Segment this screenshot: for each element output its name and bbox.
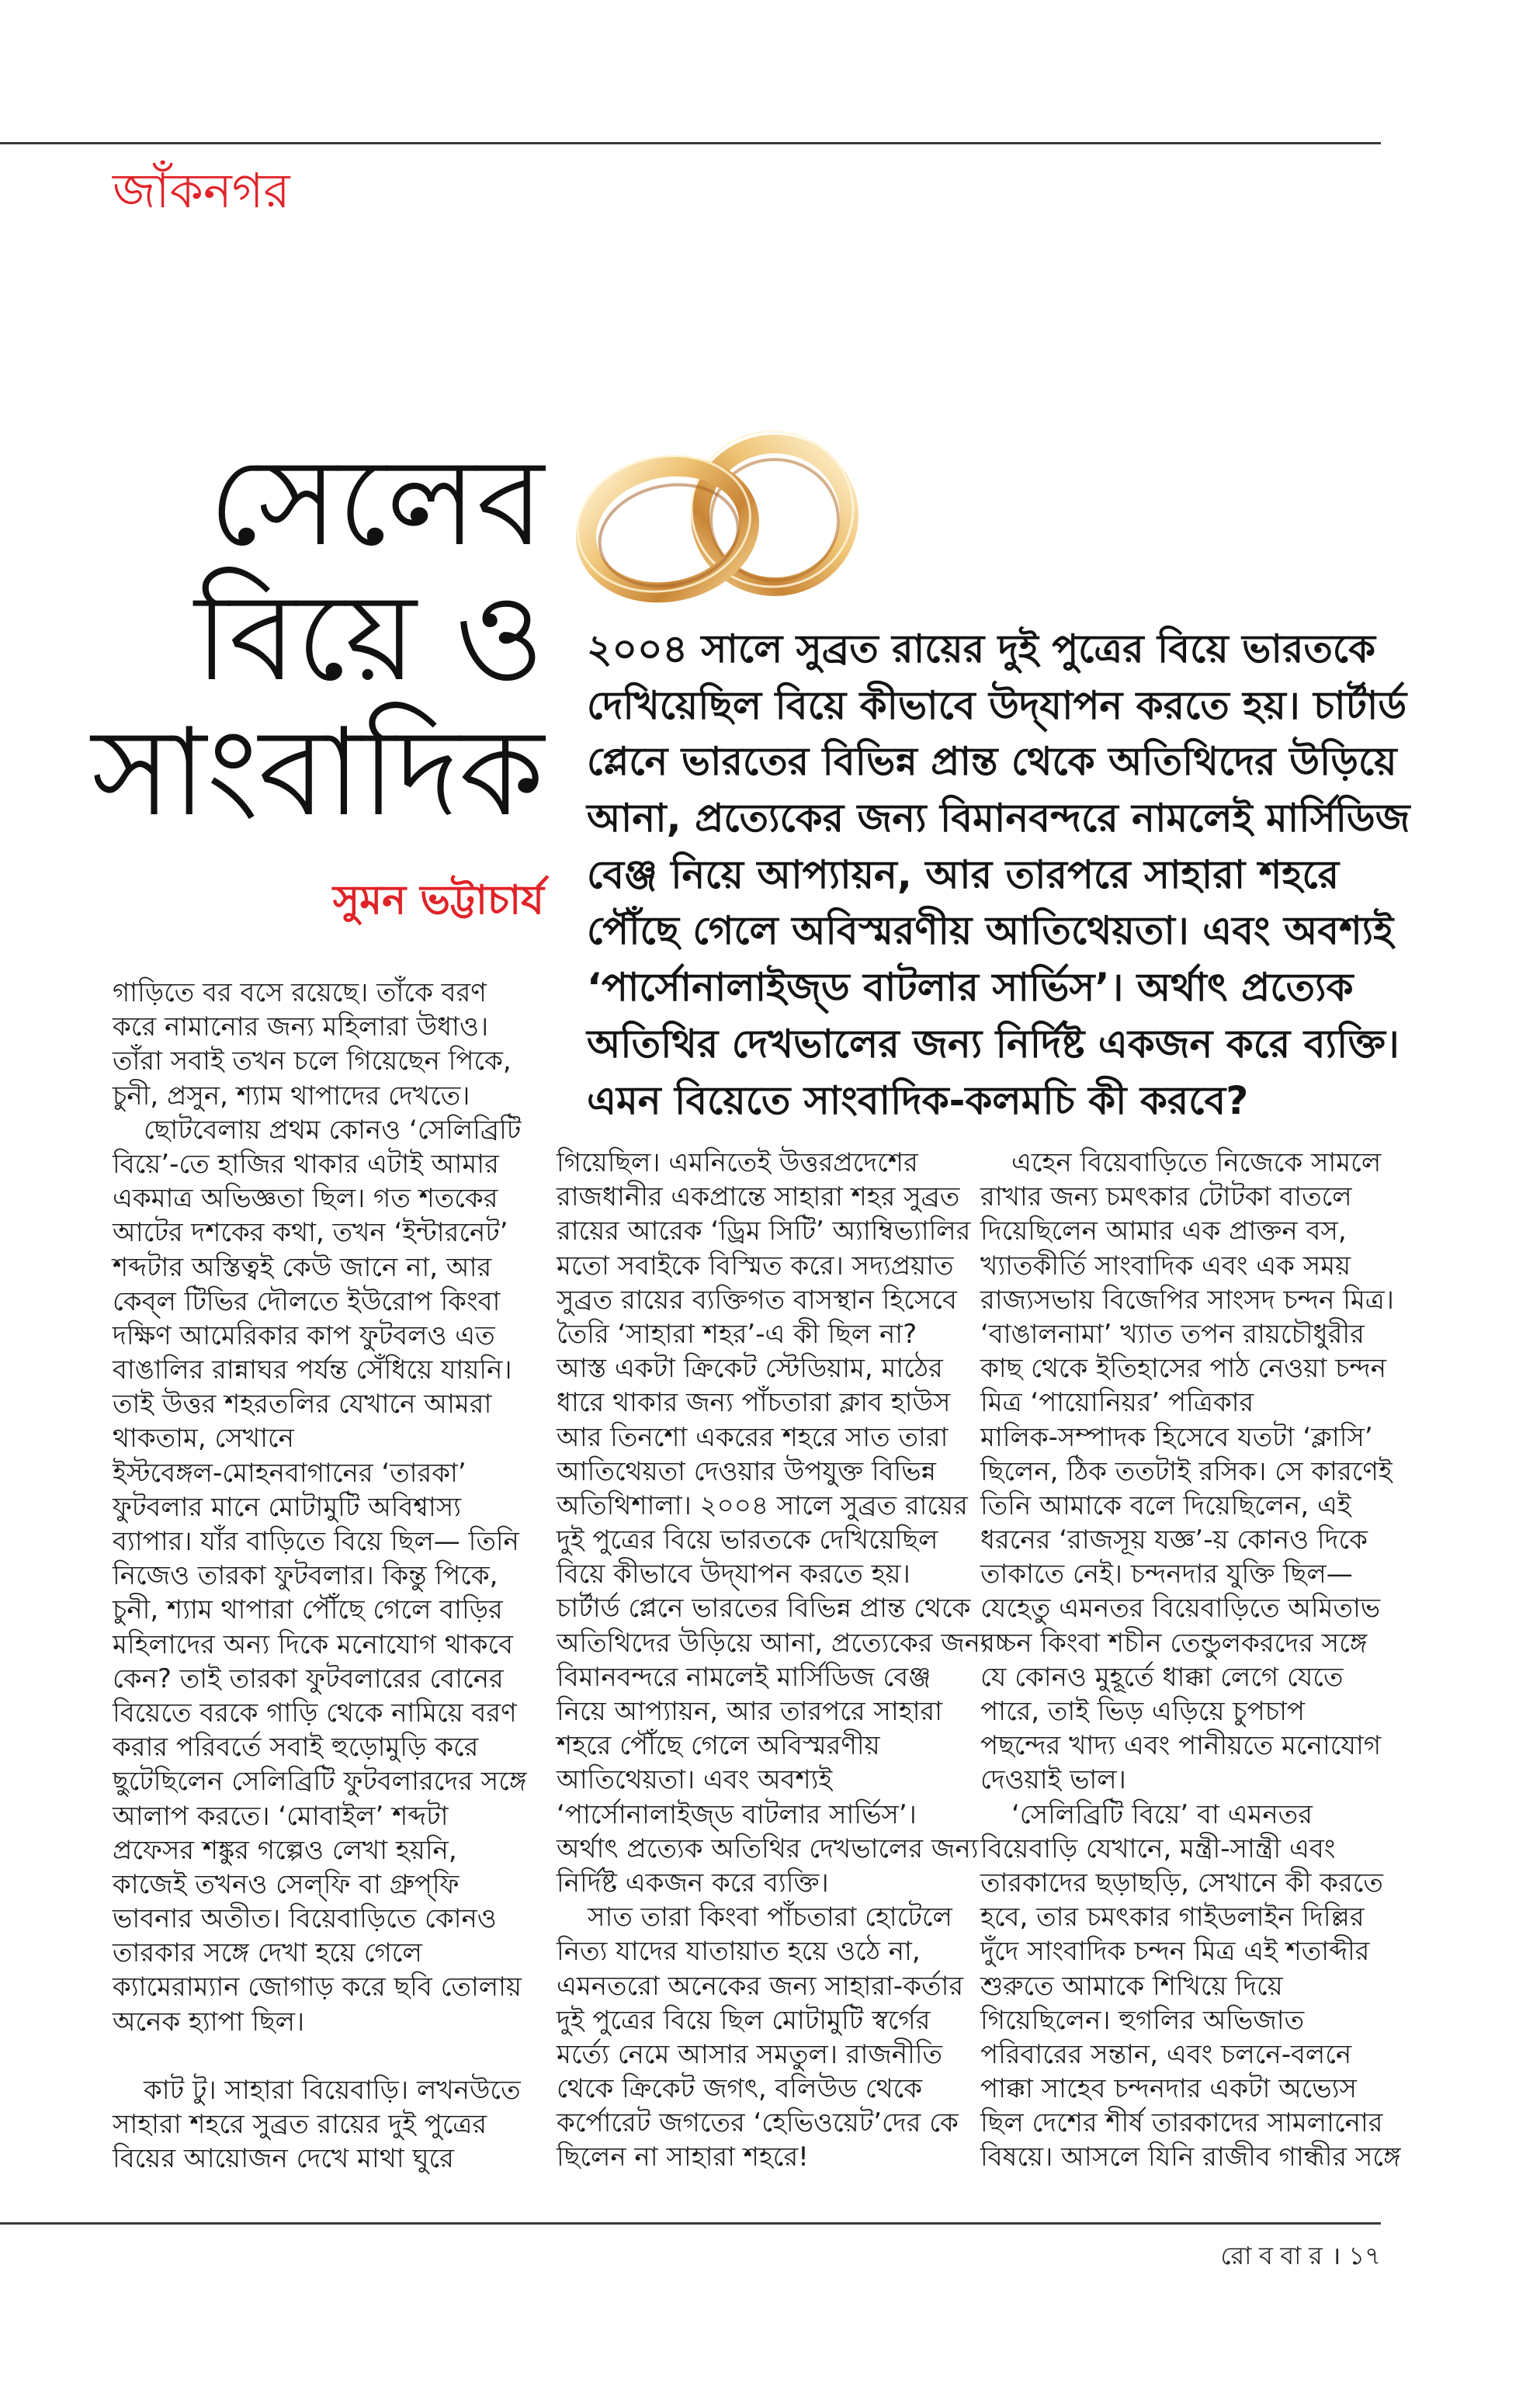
text-line: এমন বিয়েতে সাংবাদিক-কলমচি কী করবে? (587, 1077, 1249, 1123)
text-line: প্লেনে ভারতের বিভিন্ন প্রান্ত থেকে অতিথিদের উড়িয়ে (587, 739, 1397, 785)
footer-separator: । (1331, 2241, 1341, 2270)
text-line: দক্ষিণ আমেরিকার কাপ ফুটবলও এত (113, 1320, 495, 1351)
text-line: সুব্রত রায়ের ব্যক্তিগত বাসস্থান হিসেবে (557, 1284, 957, 1316)
text-line: ছিলেন, ঠিক ততটাই রসিক। সে কারণেই (980, 1455, 1393, 1487)
text-line: কেন? তাই তারকা ফুটবলারের বোনের (113, 1663, 504, 1694)
text-line: পাক্কা সাহেব চন্দনদার একটা অভ্যেস (980, 2073, 1357, 2105)
text-line: এহেন বিয়েবাড়িতে নিজেকে সামলে (1011, 1147, 1382, 1178)
text-line: পৌঁছে গেলে অবিস্মরণীয় আতিথেয়তা। এবং অবশ্যই (587, 908, 1394, 954)
text-line: এমনতরো অনেকের জন্য সাহারা-কর্তার (557, 1970, 964, 2002)
headline-line: বিয়ে ও (194, 567, 544, 708)
text-line: ‘পার্সোনালাইজ্‌ড বাটলার সার্ভিস’। (557, 1798, 917, 1830)
text-line: গাড়িতে বর বসে রয়েছে। তাঁকে বরণ (113, 977, 487, 1008)
paragraph (980, 1798, 1401, 2175)
text-line: কর্পোরেট জগতের ‘হেভিওয়েট’দের কে (557, 2107, 959, 2139)
paragraph (113, 2073, 521, 2176)
text-line: আলাপ করতে। ‘মোবাইল’ শব্দটা (113, 1800, 449, 1832)
text-line: ছোটবেলায় প্রথম কোনও ‘সেলিব্রিটি (144, 1114, 522, 1146)
footer (1221, 2237, 1382, 2274)
text-line: বেঞ্জ নিয়ে আপ্যায়ন, আর তারপরে সাহারা শহরে (587, 851, 1340, 897)
paragraph (113, 1113, 527, 2039)
text-line: নিজেও তারকা ফুটবলার। কিন্তু পিকে, (113, 1560, 498, 1592)
text-line: চুনী, শ্যাম থাপারা পৌঁছে গেলে বাড়ির (113, 1594, 503, 1626)
text-line: খ্যাতকীর্তি সাংবাদিক এবং এক সময় (980, 1250, 1351, 1281)
text-line: পরিবারের সন্তান, এবং চলনে-বলনে (980, 2038, 1352, 2070)
text-line: রাখার জন্য চমৎকার টোটকা বাতলে (980, 1181, 1352, 1213)
text-line: দুই পুত্রের বিয়ে ছিল মোটামুটি স্বর্গের (557, 2004, 931, 2036)
text-line: ‘বাঙালনামা’ খ্যাত তপন রায়চৌধুরীর (980, 1318, 1365, 1350)
text-line: ২০০৪ সালে সুব্রত রায়ের দুই পুত্রের বিয়ে ভারতকে (587, 626, 1375, 671)
text-line: মালিক-সম্পাদক হিসেবে যতটা ‘ক্লাসি’ (980, 1421, 1373, 1453)
text-line: অতিথিশালা। ২০০৪ সালে সুব্রত রায়ের (557, 1490, 968, 1521)
text-line: তারকার সঙ্গে দেখা হয়ে গেলে (113, 1937, 422, 1969)
text-line: ছিলেন না সাহারা শহরে! (557, 2142, 809, 2173)
text-line: পারে, তাই ভিড় এড়িয়ে চুপচাপ (980, 1696, 1306, 1727)
text-line: তৈরি ‘সাহারা শহর’-এ কী ছিল না? (557, 1318, 917, 1350)
text-line: বিমানবন্দরে নামলেই মার্সিডিজ বেঞ্জ (557, 1661, 931, 1693)
footer-magazine-name: রোববার (1220, 2241, 1330, 2270)
paragraph (557, 1900, 964, 2175)
text-line: শহরে পৌঁছে গেলে অবিস্মরণীয় (557, 1730, 880, 1762)
text-line: ফুটবলার মানে মোটামুটি অবিশ্বাস্য (113, 1491, 462, 1523)
text-line: পছন্দের খাদ্য এবং পানীয়তে মনোযোগ (980, 1730, 1382, 1762)
text-line: যে কোনও মুহূর্তে ধাক্কা লেগে যেতে (980, 1661, 1344, 1693)
text-line: নিত্য যাদের যাতায়াত হয়ে ওঠে না, (557, 1936, 921, 1968)
text-line: অনেক হ্যাপা ছিল। (113, 2006, 305, 2038)
text-line: অর্থাৎ প্রত্যেক অতিথির দেখভালের জন্য (557, 1833, 979, 1864)
text-line: গিয়েছিলেন। হুগলির অভিজাত (980, 2004, 1305, 2036)
text-line: সাত তারা কিংবা পাঁচতারা হোটেলে (588, 1902, 952, 1933)
text-line: বিয়ে’-তে হাজির থাকার এটাই আমার (113, 1148, 499, 1180)
text-line: তাকাতে নেই। চন্দনদার যুক্তি ছিল— (980, 1559, 1353, 1590)
body-column-1 (113, 976, 527, 2176)
text-line: চার্টার্ড প্লেনে ভারতের বিভিন্ন প্রান্ত থেকে (557, 1593, 971, 1625)
bottom-rule (0, 2222, 1381, 2225)
text-line: ছুটেছিলেন সেলিব্রিটি ফুটবলারদের সঙ্গে (113, 1766, 527, 1798)
text-line: ভাবনার অতীত। বিয়েবাড়িতে কোনও (113, 1903, 497, 1935)
text-line: আর তিনশো একরের শহরে সাত তারা (557, 1421, 949, 1453)
text-line: রাজধানীর একপ্রান্তে সাহারা শহর সুব্রত (557, 1181, 960, 1213)
text-line: দেওয়াই ভাল। (980, 1764, 1126, 1796)
text-line: থাকতাম, সেখানে (113, 1423, 294, 1455)
text-line: করার পরিবর্তে সবাই হুড়োমুড়ি করে (113, 1732, 479, 1764)
paragraph (557, 1146, 988, 1900)
top-rule (0, 142, 1381, 144)
text-line: ইস্টবেঙ্গল-মোহনবাগানের ‘তারকা’ (113, 1457, 467, 1489)
text-line: বিয়ের আয়োজন দেখে মাথা ঘুরে (113, 2143, 454, 2175)
text-line: নিয়ে আপ্যায়ন, আর তারপরে সাহারা (557, 1696, 943, 1727)
headline-line: সেলেব (208, 432, 544, 573)
text-line: বচ্চন কিংবা শচীন তেন্ডুলকরদের সঙ্গে (980, 1627, 1368, 1659)
text-line: নির্দিষ্ট একজন করে ব্যক্তি। (557, 1867, 829, 1899)
text-line: বিষয়ে। আসলে যিনি রাজীব গান্ধীর সঙ্গে (980, 2142, 1401, 2173)
body-column-2 (557, 1146, 988, 2175)
text-line: চুনী, প্রসুন, শ্যাম থাপাদের দেখতে। (113, 1080, 470, 1112)
text-line: রাজ্যসভায় বিজেপির সাংসদ চন্দন মিত্র। (980, 1284, 1394, 1316)
text-line: ‘পার্সোনালাইজ্‌ড বাটলার সার্ভিস’। অর্থাৎ প্রত্যেক (587, 965, 1354, 1011)
text-line: তিনি আমাকে বলে দিয়েছিলেন, এই (980, 1490, 1351, 1521)
text-line: অতিথিদের উড়িয়ে আনা, প্রত্যেকের জন্য (557, 1627, 988, 1659)
text-line: মতো সবাইকে বিস্মিত করে। সদ্যপ্রয়াত (557, 1250, 954, 1281)
text-line: দুঁদে সাংবাদিক চন্দন মিত্র এই শতাব্দীর (980, 1936, 1370, 1968)
text-line: যেহেতু এমনতর বিয়েবাড়িতে অমিতাভ (980, 1593, 1381, 1625)
text-line: মর্ত্যে নেমে আসার সমতুল। রাজনীতি (557, 2038, 943, 2070)
text-line: আতিথেয়তা দেওয়ার উপযুক্ত বিভিন্ন (557, 1455, 936, 1487)
intro-standfirst (587, 621, 1410, 1129)
text-line: তাই উত্তর শহরতলির যেখানে আমরা (113, 1389, 492, 1420)
author-byline: সুমন ভট্টাচার্য (332, 877, 544, 924)
text-line: অতিথির দেখভালের জন্য নির্দিষ্ট একজন করে ব্যক্তি। (587, 1021, 1400, 1066)
text-line: বাঙালির রান্নাঘর পর্যন্ত সেঁধিয়ে যায়নি। (113, 1354, 512, 1386)
text-line: বিয়েবাড়ি যেখানে, মন্ত্রী-সান্ত্রী এবং (980, 1833, 1336, 1864)
text-line: প্রফেসর শঙ্কুর গল্পেও লেখা হয়নি, (113, 1834, 457, 1866)
paragraph (980, 1146, 1394, 1798)
text-line: তারকাদের ছড়াছড়ি, সেখানে কী করতে (980, 1867, 1383, 1899)
body-column-3 (980, 1146, 1401, 2175)
text-line: ক্যামেরাম্যান জোগাড় করে ছবি তোলায় (113, 1972, 522, 2003)
text-line: শুরুতে আমাকে শিখিয়ে দিয়ে (980, 1970, 1283, 2002)
text-line: ধরনের ‘রাজসূয় যজ্ঞ’-য় কোনও দিকে (980, 1524, 1368, 1556)
text-line: কাট টু। সাহারা বিয়েবাড়ি। লখনউতে (144, 2075, 521, 2106)
text-line: দেখিয়েছিল বিয়ে কীভাবে উদ্‌যাপন করতে হয়। চার্টার্ড (587, 682, 1407, 728)
text-line: রায়ের আরেক ‘ড্রিম সিটি’ অ্যাম্বিভ্যালির (557, 1216, 971, 1247)
text-line: হবে, তার চমৎকার গাইডলাইন দিল্লির (980, 1902, 1365, 1933)
wedding-rings-image (571, 419, 874, 613)
page-number: ১৭ (1348, 2241, 1381, 2270)
text-line: মিত্র ‘পায়োনিয়র’ পত্রিকার (980, 1387, 1254, 1419)
text-line: বিয়ে কীভাবে উদ্‌যাপন করতে হয়। (557, 1559, 910, 1590)
text-line: ব্যাপার। যাঁর বাড়িতে বিয়ে ছিল— তিনি (113, 1526, 519, 1557)
text-line: একমাত্র অভিজ্ঞতা ছিল। গত শতকের (113, 1183, 498, 1215)
section-label: জাঁকনগর (113, 162, 290, 219)
text-line: কেব্‌ল টিভির দৌলতে ইউরোপ কিংবা (113, 1285, 501, 1317)
text-line: থেকে ক্রিকেট জগৎ, বলিউড থেকে (557, 2073, 923, 2105)
text-line: শব্দটার অস্তিত্বই কেউ জানে না, আর (113, 1251, 492, 1283)
paragraph (587, 621, 1410, 1129)
text-line: দিয়েছিলেন আমার এক প্রাক্তন বস, (980, 1216, 1347, 1247)
text-line: গিয়েছিল। এমনিতেই উত্তরপ্রদেশের (557, 1147, 918, 1178)
text-line: ছিল দেশের শীর্ষ তারকাদের সামলানোর (980, 2107, 1383, 2139)
paragraph (113, 976, 516, 1113)
text-line: মহিলাদের অন্য দিকে মনোযোগ থাকবে (113, 1628, 514, 1660)
headline-line: সাংবাদিক (91, 702, 544, 843)
text-line: আটের দশকের কথা, তখন ‘ইন্টারনেট’ (113, 1217, 508, 1249)
text-line: করে নামানোর জন্য মহিলারা উধাও। (113, 1011, 489, 1043)
text-line: কাছ থেকে ইতিহাসের পাঠ নেওয়া চন্দন (980, 1353, 1387, 1385)
text-line: আনা, প্রত্যেকের জন্য বিমানবন্দরে নামলেই মার্সিডিজ (587, 796, 1410, 841)
text-line: আতিথেয়তা। এবং অবশ্যই (557, 1764, 833, 1796)
text-line: ‘সেলিব্রিটি বিয়ে’ বা এমনতর (1011, 1798, 1313, 1830)
text-line: সাহারা শহরে সুব্রত রায়ের দুই পুত্রের (113, 2109, 487, 2141)
text-line: বিয়েতে বরকে গাড়ি থেকে নামিয়ে বরণ (113, 1697, 517, 1729)
text-line: তাঁরা সবাই তখন চলে গিয়েছেন পিকে, (113, 1046, 512, 1077)
text-line: কাজেই তখনও সেল্‌ফি বা গ্রুপ্‌ফি (113, 1868, 460, 1900)
text-line: আস্ত একটা ক্রিকেট স্টেডিয়াম, মাঠের (557, 1353, 943, 1385)
headline (47, 432, 544, 843)
text-line: দুই পুত্রের বিয়ে ভারতকে দেখিয়েছিল (557, 1524, 938, 1556)
text-line: ধারে থাকার জন্য পাঁচতারা ক্লাব হাউস (557, 1387, 951, 1419)
